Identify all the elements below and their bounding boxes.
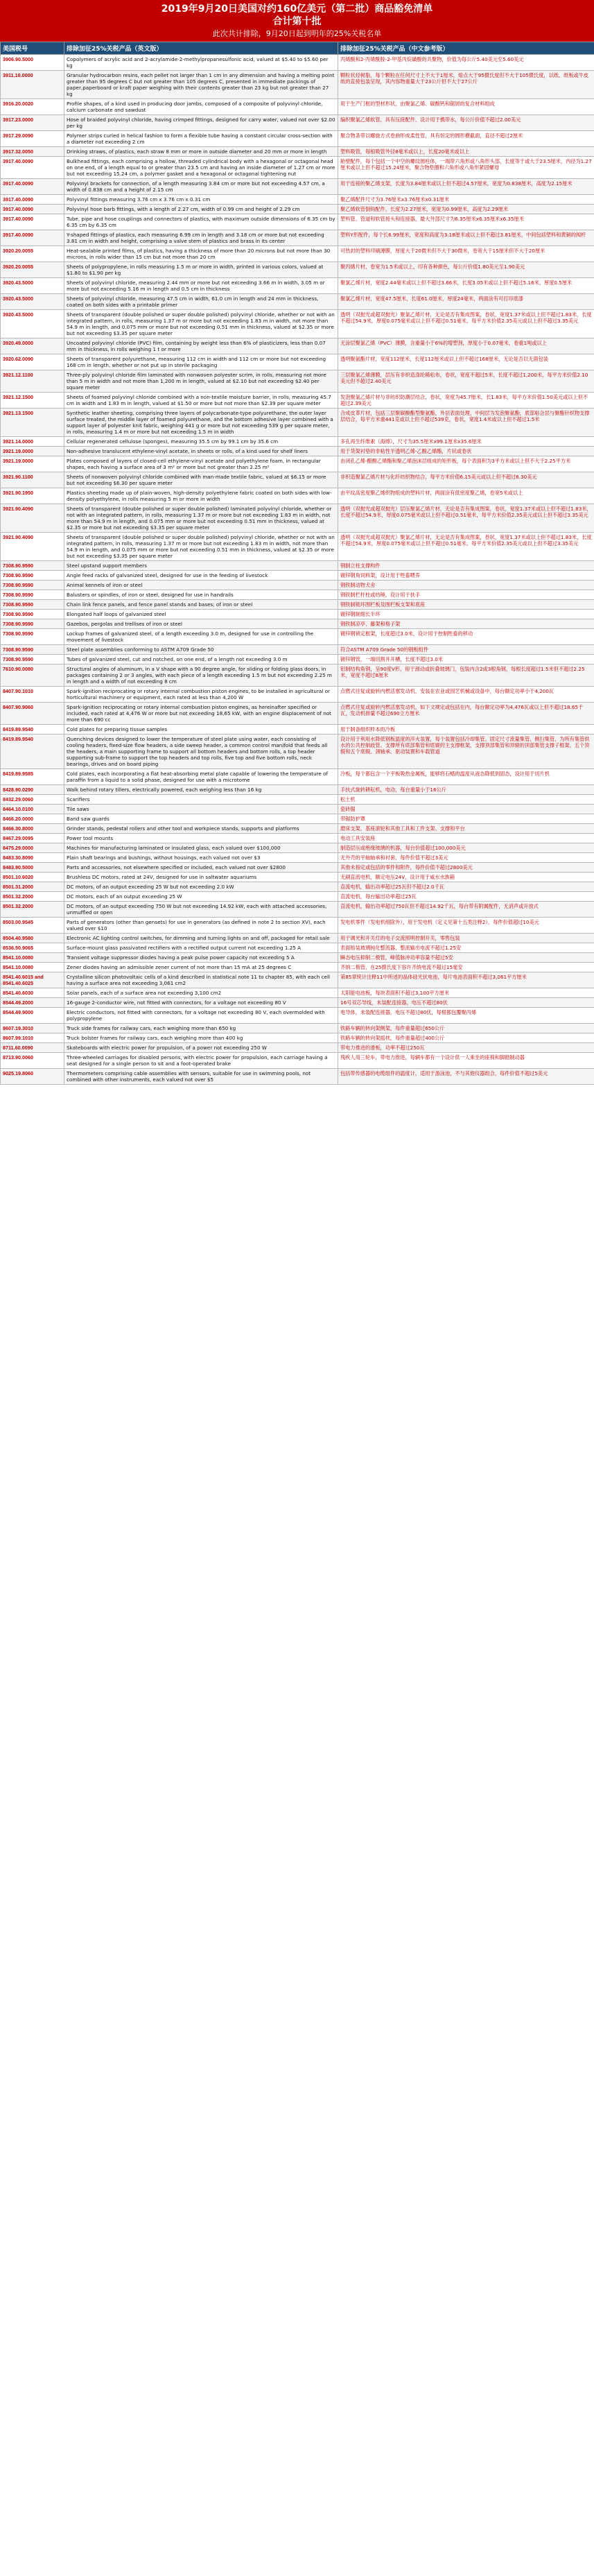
chinese-description-cell: 点燃式往复或旋转内燃活塞发动机，安装在农业或园艺机械或设备中，每台额定功率小于4,200瓦 [338, 687, 594, 703]
chinese-description-cell: 点燃式往复或旋转内燃活塞发动机，如下文规定或包括在内，每台额定功率为4,476瓦或以上但不超过18.65千瓦，发动机排量不超过690立方厘米 [338, 703, 594, 725]
hts-code-cell: 3921.19.0000 [1, 456, 64, 472]
chinese-description-cell: 铁路车辆的转向架摇枕，每件重量超过400公斤 [338, 1033, 594, 1043]
table-row [1, 1024, 594, 1033]
english-description-cell: Gazebos, pergolas and trellises of iron or steel [64, 619, 338, 629]
hts-code-cell: 8428.90.0290 [1, 785, 64, 795]
english-description-cell: Truck bolster frames for railway cars, each weighing more than 400 kg [64, 1033, 338, 1043]
hts-code-cell: 8483.90.5000 [1, 863, 64, 873]
chinese-description-cell: 舱壁配件，每个包括一个中空的螺纹圆柱体，一端带六角形或八角形头部，长度等于或大于23.5厘米，内径为1.27厘米或以上但不超过15.24厘米，聚合物垫圈和六角形或八角形紧固螺母 [338, 157, 594, 179]
table-row [1, 814, 594, 824]
english-description-cell: Machines for manufacturing laminated or insulated glass, each valued over $100,000 [64, 843, 338, 853]
hts-code-cell: 3917.32.0050 [1, 147, 64, 157]
table-row [1, 131, 594, 147]
chinese-description-cell: 颗粒状烃树脂，每个颗粒在任何尺寸上不大于1厘米，熔点大于95摄氏度但不大于105摄氏度，以纸、纸板或牛皮纸的直接包装呈现，其内容物重量大于23公斤但不大于27公斤 [338, 71, 594, 99]
table-row [1, 246, 594, 262]
table-row [1, 600, 594, 610]
table-row [1, 943, 594, 953]
english-description-cell: Parts and accessories, not elsewhere specified or included, each valued not over $2800 [64, 863, 338, 873]
hts-code-cell: 8501.32.2000 [1, 902, 64, 918]
english-description-cell: Spark-ignition reciprocating or rotary internal combustion piston engines, as hereinafter specified or included, each rated at 4,476 W or more but not exceeding 18,65 kW, with an engine displacement of not more than 690 cc [64, 703, 338, 725]
hts-code-cell: 3920.43.5000 [1, 278, 64, 294]
table-row [1, 71, 594, 99]
table-row [1, 581, 594, 590]
hts-code-cell: 8607.99.1010 [1, 1033, 64, 1043]
english-description-cell: DC motors, each of an output exceeding 25 W [64, 892, 338, 902]
chinese-description-cell: 表面贴装玻璃钝化整流器，整流输出电流不超过1.25安 [338, 943, 594, 953]
table-row [1, 805, 594, 814]
table-row [1, 629, 594, 645]
hts-code-cell: 7308.90.9590 [1, 600, 64, 610]
english-description-cell: Bulkhead fittings, each comprising a hollow, threaded cylindrical body with a hexagonal or octagonal head on one end, of a length equal to or greater than 23.5 cm and having an inside diameter of 1.27 cm or more but not exceeding 15.24 cm, a polymer gasket and a hexagonal or octagonal tightening nut [64, 157, 338, 179]
hts-code-cell: 3921.90.4090 [1, 533, 64, 561]
english-description-cell: Crystalline silicon photovoltaic cells of a kind described in statistical note 11 to chapter 85, with each cell having a surface area not exceeding 3,061 cm2 [64, 972, 338, 988]
chinese-description-cell: 冷板，每个都包含一个平板吸热金属板，能够将石蜡的温度从液态降低到固态，设计用于切片机 [338, 769, 594, 785]
hts-code-cell: 7308.90.9590 [1, 629, 64, 645]
english-description-cell: Sheets of polyvinyl chloride, measuring 2.44 mm or more but not exceeding 3.66 m in width, 3.05 m or more but not exceeding 5.16 m in length and 0.5 cm in thickness [64, 278, 338, 294]
chinese-description-cell: 16号双芯导线，未装配连接器，电压不超过80伏 [338, 998, 594, 1008]
hts-code-cell: 8407.90.1010 [1, 687, 64, 703]
english-description-cell: Polymer strips curled in helical fashion to form a flexible tube having a constant circular cross-section with a diameter not exceeding 2 cm [64, 131, 338, 147]
table-row [1, 664, 594, 687]
chinese-description-cell: 镀锌钢锁定框架，长度超过3.0米，设计用于控制牲畜的移动 [338, 629, 594, 645]
chinese-description-cell: 制造层压或绝缘玻璃的机器，每台价值超过100,000美元 [338, 843, 594, 853]
hts-code-cell: 3917.40.0090 [1, 205, 64, 214]
table-row [1, 1033, 594, 1043]
english-description-cell: Spark-ignition reciprocating or rotary internal combustion piston engines, to be installed in agricultural or horticultural machinery or equipment, each rated at less than 4,200 W [64, 687, 338, 703]
table-row [1, 619, 594, 629]
table-row [1, 785, 594, 795]
hts-code-cell: 3921.12.1500 [1, 393, 64, 409]
chinese-description-cell: 无外壳的平轴轴承和衬套，每件价值不超过3美元 [338, 853, 594, 863]
english-description-cell: Profile shapes, of a kind used in producing door jambs, composed of a composite of polyvinyl chloride, calcium carbonate and sawdust [64, 99, 338, 115]
document-title: 2019年9月20日美国对约160亿美元（第二批）商品豁免清单 [161, 3, 433, 15]
english-description-cell: Sheets of nonwoven polyvinyl chloride combined with man-made textile fabric, valued at $6.15 or more but not exceeding $6.30 per square meter [64, 472, 338, 488]
english-description-cell: Angle feed racks of galvanized steel, designed for use in the feeding of livestock [64, 571, 338, 581]
english-description-cell: Tile saws [64, 805, 338, 814]
table-body [1, 55, 594, 1085]
hts-code-cell: 8501.10.6020 [1, 873, 64, 882]
english-description-cell: Transient voltage suppressor diodes having a peak pulse power capacity not exceeding 5 A [64, 953, 338, 963]
english-description-cell: Skateboards with electric power for propulsion, of a power not exceeding 250 W [64, 1043, 338, 1053]
table-row [1, 115, 594, 131]
hts-code-cell: 3921.14.0000 [1, 437, 64, 447]
hts-code-cell: 8475.29.0000 [1, 843, 64, 853]
hts-code-cell: 3906.90.5000 [1, 55, 64, 71]
english-description-cell: Sheets of transparent polyurethane, measuring 112 cm in width and 112 cm or more but not exceeding 168 cm in length, whether or not put up in sterile packaging [64, 354, 338, 370]
chinese-description-cell: 设计用于利用水降低钢板温度的淬火装置，每个装置包括冷却集管、固定尺寸流量集管、侧扫集管、为所有集管供水的公共控制歧管、支撑所有底部集管和底辊的主支撑框架、支撑顶部集管和顶辊的顶部集管支撑子框架、五个顶辊和五个底辊、颈轴承、驱动装置和车载管道 [338, 735, 594, 769]
chinese-description-cell: 符合ASTM A709 Grade 50的钢板组件 [338, 645, 594, 655]
english-description-cell: Y-shaped fittings of plastics, each measuring 6.99 cm in length and 3.18 cm or more but not exceeding 3.81 cm in width and height, comprising a valve stem of plastics and brass in its center [64, 230, 338, 246]
table-row [1, 294, 594, 310]
chinese-description-cell: 由平纹高密度聚乙烯织物组成的塑料片材，两面涂有低密度聚乙烯，卷宽5米或以上 [338, 488, 594, 504]
table-row [1, 873, 594, 882]
hts-code-cell: 8541.40.6015 and 8541.40.6025 [1, 972, 64, 988]
table-row [1, 1043, 594, 1053]
english-description-cell: Surface-mount glass passivated rectifiers with a rectified output current not exceeding 1.25 A [64, 943, 338, 953]
hts-code-cell: 3921.12.1100 [1, 370, 64, 393]
column-header-chinese: 排除加征25%关税产品（中文参考版） [338, 42, 594, 55]
table-row [1, 963, 594, 972]
hts-code-cell: 3920.62.0090 [1, 354, 64, 370]
hts-code-cell: 8466.30.8000 [1, 824, 64, 834]
chinese-description-cell: 残疾人用三轮车，带电力推进，每辆车都有一个设计供一人乘坐的座椅和脚踏制动器 [338, 1053, 594, 1069]
table-row [1, 195, 594, 205]
table-row [1, 795, 594, 805]
hts-code-cell: 9025.19.8060 [1, 1069, 64, 1085]
chinese-description-cell: 用于生产门框的型材形状，由聚氯乙烯、碳酸钙和锯屑的复合材料组成 [338, 99, 594, 115]
chinese-description-cell: 发泡聚氯乙烯片材与非纺织防潮层结合，卷状，宽度为45.7厘米，长1.83米，每平方米价值1.50美元或以上但不超过2.39美元 [338, 393, 594, 409]
chinese-description-cell: 透明（双抛光或超双抛光）聚氯乙烯片材，无论是否有集成图案，卷状，宽度1.37米或以上但不超过1.83米，长度不超过54.9米，厚度0.075毫米或以上但不超过0.51毫米，每平方米价值2.35美元或以上但不超过3.35美元 [338, 310, 594, 338]
table-row [1, 99, 594, 115]
english-description-cell: Cold plates, each incorporating a flat heat-absorbing metal plate capable of lowering the temperature of paraffin from a liquid to a solid phase, designed for use with a microtome [64, 769, 338, 785]
english-description-cell: Uncoated polyvinyl chloride (PVC) film, containing by weight less than 6% of plasticizers, less than 0.07 mm in thickness, in rolls weighing 1 t or more [64, 338, 338, 354]
document-note: 此次共计排除，9月20日起到明年的25%关税名单 [212, 29, 382, 38]
table-row [1, 310, 594, 338]
table-row [1, 655, 594, 664]
table-row [1, 354, 594, 370]
english-description-cell: Three-wheeled carriages for disabled persons, with electric power for propulsion, each carriage having a seat designed for a single person to sit and a foot-operated brake [64, 1053, 338, 1069]
table-row [1, 703, 594, 725]
table-row [1, 863, 594, 873]
chinese-description-cell: 用于连接的聚乙烯支架，长度为3.84厘米或以上但不超过4.57厘米，宽度为0.838厘米，高度为2.15厘米 [338, 179, 594, 195]
chinese-description-cell: 镀锌钢角饲料架，设计用于牲畜喂养 [338, 571, 594, 581]
chinese-description-cell: 聚氯乙烯片材，宽度2.44毫米或以上但不超过3.66米，长度3.05米或以上但不超过5.16米，厚度0.5厘米 [338, 278, 594, 294]
english-description-cell: Copolymers of acrylic acid and 2-acrylamide-2-methylpropanesulfonic acid, valued at $5.40 to $5.60 per kg [64, 55, 338, 71]
chinese-description-cell: 包括带传感器的电缆组件的温度计，适用于游泳池，不与其他仪器组合，每件价值不超过5美元 [338, 1069, 594, 1085]
hts-code-cell: 8504.40.9580 [1, 934, 64, 943]
chinese-description-cell: 齐纳二极管，在25摄氏度下容许齐纳电流不超过15毫安 [338, 963, 594, 972]
hts-code-cell: 8541.10.0080 [1, 963, 64, 972]
hts-code-cell: 3920.49.0000 [1, 338, 64, 354]
title-band [0, 0, 594, 42]
chinese-description-cell: 塑料吸管，每根吸管外径8毫米或以上，长度20毫米或以上 [338, 147, 594, 157]
english-description-cell: Brushless DC motors, rated at 24V, designed for use in saltwater aquariums [64, 873, 338, 882]
table-row [1, 262, 594, 278]
english-description-cell: Heat-sealable printed films, of plastics, having a thickness of more than 20 microns but not more than 30 microns, in rolls wider than 15 cm but not more than 20 cm [64, 246, 338, 262]
hts-code-cell: 7308.90.9590 [1, 561, 64, 571]
english-description-cell: Quenching devices designed to lower the temperature of steel plate using water, each consisting of cooling headers, fixed-size flow headers, a side sweep header, a common control manifold that feeds all the headers, a main supporting frame to support all bottom headers and bottom rolls, a top header supporting sub-frame to support the top headers and top rolls, five top and five bottom rolls, neck bearings, drives and on board piping [64, 735, 338, 769]
hts-code-cell: 8536.50.9065 [1, 943, 64, 953]
table-row [1, 393, 594, 409]
chinese-description-cell: 非织造聚氯乙烯片材与化纤纺织物结合，每平方米价值6.15美元或以上但不超过6.30美元 [338, 472, 594, 488]
table-row [1, 998, 594, 1008]
hts-code-cell: 8503.00.9545 [1, 918, 64, 934]
hts-code-cell: 7308.90.9590 [1, 610, 64, 619]
table-row [1, 1053, 594, 1069]
hts-code-cell: 7308.90.9590 [1, 655, 64, 664]
hts-code-cell: 3921.13.1500 [1, 409, 64, 437]
english-description-cell: Parts of generators (other than gensets) for use in generators (as defined in note 2 to section XV), each valued over $10 [64, 918, 338, 934]
hts-code-cell: 3921.90.1950 [1, 488, 64, 504]
table-row [1, 488, 594, 504]
hts-code-cell: 8419.89.9585 [1, 769, 64, 785]
english-description-cell: Walk behind rotary tillers, electrically powered, each weighing less than 16 kg [64, 785, 338, 795]
hts-code-cell: 3917.40.0090 [1, 230, 64, 246]
chinese-description-cell: 发电机零件（发电机组除外），用于发电机（定义见第十五类注释2），每件价值超过10美元 [338, 918, 594, 934]
chinese-description-cell: 多孔再生纤维素（海绵），尺寸为35.5厘米x99.1厘米x35.6厘米 [338, 437, 594, 447]
hts-code-cell: 7308.90.9590 [1, 645, 64, 655]
table-row [1, 953, 594, 963]
hts-code-cell: 8464.10.0100 [1, 805, 64, 814]
english-description-cell: Zener diodes having an admissible zener current of not more than 15 mA at 25 degrees C [64, 963, 338, 972]
hts-code-cell: 3917.40.0090 [1, 179, 64, 195]
column-header-english: 排除加征25%关税产品（英文版） [64, 42, 338, 55]
english-description-cell: Grinder stands, pedestal rollers and other tool and workpiece stands, supports and platforms [64, 824, 338, 834]
column-header-hts: 美国税号 [1, 42, 64, 55]
english-description-cell: DC motors, of an output exceeding 25 W but not exceeding 2.0 kW [64, 882, 338, 892]
table-row [1, 918, 594, 934]
english-description-cell: Steel upstand support members [64, 561, 338, 571]
table-row [1, 824, 594, 834]
hts-code-cell: 3917.29.0090 [1, 131, 64, 147]
table-row [1, 157, 594, 179]
hts-code-cell: 7308.90.9590 [1, 619, 64, 629]
chinese-description-cell: 铁路车辆的转向架侧架，每件重量超过650公斤 [338, 1024, 594, 1033]
chinese-description-cell: 第85章统计注释11中所述的晶体硅光伏电池，每片电池表面积不超过3,061平方厘米 [338, 972, 594, 988]
english-description-cell: Sheets of foamed polyvinyl chloride combined with a non-textile moisture barrier, in rolls, measuring 45.7 cm in width and 1.83 m in length, valued at $1.50 or more but not more than $2.39 per square meter [64, 393, 338, 409]
table-row [1, 504, 594, 533]
chinese-description-cell: 塑料管、管道和软管接头和连接器，最大外部尺寸为6.35厘米x6.35厘米x6.35厘米 [338, 214, 594, 230]
hts-code-cell: 3917.40.0090 [1, 195, 64, 205]
hts-code-cell: 7308.90.9590 [1, 590, 64, 600]
hts-code-cell: 7308.90.9590 [1, 581, 64, 590]
table-row [1, 230, 594, 246]
table-row [1, 988, 594, 998]
table-row [1, 1069, 594, 1085]
hts-code-cell: 3921.90.4090 [1, 504, 64, 533]
table-row [1, 447, 594, 456]
english-description-cell: Electronic AC lighting control switches, for dimming and turning lights on and off, packaged for retail sale [64, 934, 338, 943]
hts-code-cell: 8419.89.9540 [1, 735, 64, 769]
chinese-description-cell: 塑料Y形配件，每个长6.99厘米，宽度和高度为3.18厘米或以上但不超过3.81厘米，中间包括塑料和黄铜的阀杆 [338, 230, 594, 246]
english-description-cell: Non-adhesive translucent ethylene-vinyl acetate, in sheets or rolls, of a kind used for shelf liners [64, 447, 338, 456]
hts-code-cell: 3911.10.0000 [1, 71, 64, 99]
chinese-description-cell: 聚丙烯片材，卷宽为1.5米或以上，印有各种颜色，每公斤价值1.80美元至1.90美元 [338, 262, 594, 278]
hts-code-cell: 8541.10.0080 [1, 953, 64, 963]
english-description-cell: Plates composed of layers of closed-cell ethylene-vinyl acetate and polyethylene foam, in rectangular shapes, each having a surface area of 3 m² or more but not greater than 2.25 m² [64, 456, 338, 472]
table-row [1, 179, 594, 195]
exclusion-table [0, 42, 594, 1085]
hts-code-cell: 8466.20.0000 [1, 814, 64, 824]
english-description-cell: Lockup frames of galvanized steel, of a length exceeding 3.0 m, designed for use in controlling the movement of livestock [64, 629, 338, 645]
table-row [1, 610, 594, 619]
hts-code-cell: 3920.43.5000 [1, 294, 64, 310]
english-description-cell: Granular hydrocarbon resins, each pellet not larger than 1 cm in any dimension and having a melting point greater than 95 degrees C but not greater than 105 degrees C, presented in immediate packings of paper,paperboard or kraft paper weighing with their contents greater than 23 kg but not greater than 27 kg [64, 71, 338, 99]
english-description-cell: Scarifiers [64, 795, 338, 805]
hts-code-cell: 8544.49.2000 [1, 998, 64, 1008]
hts-code-cell: 3921.90.1100 [1, 472, 64, 488]
hts-code-cell: 8713.90.0060 [1, 1053, 64, 1069]
hts-code-cell: 8483.30.8090 [1, 853, 64, 863]
english-description-cell: Truck side frames for railway cars, each weighing more than 650 kg [64, 1024, 338, 1033]
english-description-cell: Elongated half loops of galvanized steel [64, 610, 338, 619]
table-row [1, 533, 594, 561]
chinese-description-cell: 可热封的塑料印刷薄膜，厚度大于20微米但不大于30微米，卷宽大于15厘米但不大于20厘米 [338, 246, 594, 262]
english-description-cell: Power tool mounts [64, 834, 338, 843]
table-row [1, 834, 594, 843]
table-row [1, 892, 594, 902]
chinese-description-cell: 聚氯乙烯片材，宽度47.5厘米，长度61.0厘米，厚度24毫米，两面涂有可打印底漆 [338, 294, 594, 310]
table-row [1, 571, 594, 581]
english-description-cell: Synthetic leather sheeting, comprising three layers of polycarbonate-type polyurethane, the outer layer surface treated, the middle layer of foamed polyurethane, and the bottom adhesive layer combined with a support layer of polyester knit fabric, weighing 441 g or more but not exceeding 539 g per square meter, in rolls, measuring 1.4 m or more but not exceeding 1.5 m in width [64, 409, 338, 437]
chinese-description-cell: 丙烯酸和2-丙烯酰胺-2-甲基丙烷磺酸的共聚物，价值为每公斤5.40美元至5.60美元 [338, 55, 594, 71]
chinese-description-cell: 合成皮革片材，包括三层聚碳酸酯型聚氨酯，外层表面处理，中间层为发泡聚氨酯，底部粘合层与聚酯针织物支撑层结合，每平方米重441克或以上但不超过539克，卷状，宽度1.4米或以上但不超过1.5米 [338, 409, 594, 437]
chinese-description-cell: 编织聚氯乙烯软管，具有压接配件，设计用于携带水，每公斤价值不超过2.00美元 [338, 115, 594, 131]
hts-code-cell: 3921.19.0000 [1, 447, 64, 456]
english-description-cell: Sheets of polyvinyl chloride, measuring 47.5 cm in width, 61.0 cm in length and 24 mm in thickness, coated on both sides with a printable primer [64, 294, 338, 310]
hts-code-cell: 8432.29.0060 [1, 795, 64, 805]
table-row [1, 1008, 594, 1024]
english-description-cell: Polyvinyl fittings measuring 3.76 cm x 3.76 cm x 0.31 cm [64, 195, 338, 205]
chinese-description-cell: 钢铁制动物犬舍 [338, 581, 594, 590]
chinese-description-cell: 太阳能电池板，每块表面积不超过3,100平方厘米 [338, 988, 594, 998]
english-description-cell: DC motors, of an output exceeding 750 W but not exceeding 14.92 kW, each with attached accessories, unmuffled or open [64, 902, 338, 918]
english-description-cell: Plain shaft bearings and bushings, without housings, each valued not over $3 [64, 853, 338, 863]
chinese-description-cell: 瓷砖锯 [338, 805, 594, 814]
chinese-description-cell: 钢铁制链环围栏板及围栏板支架和底座 [338, 600, 594, 610]
english-description-cell: Balusters or spindles, of iron or steel, designed for use in handrails [64, 590, 338, 600]
table-row [1, 456, 594, 472]
chinese-description-cell: 镀锌钢管，一端切割并开槽，长度不超过3.0米 [338, 655, 594, 664]
table-row [1, 561, 594, 571]
table-header-row [1, 42, 594, 55]
hts-code-cell: 8541.40.6030 [1, 988, 64, 998]
chinese-description-cell: 磨床支架、基座滚轮和其他工具和工件支架、支撑和平台 [338, 824, 594, 834]
hts-code-cell: 7308.90.9590 [1, 571, 64, 581]
hts-code-cell: 8607.19.3010 [1, 1024, 64, 1033]
english-description-cell: Solar panels, each of a surface area not exceeding 3,100 cm2 [64, 988, 338, 998]
english-description-cell: Steel plate assemblies conforming to ASTM A709 Grade 50 [64, 645, 338, 655]
table-row [1, 902, 594, 918]
chinese-description-cell: 钢铁制凉亭、藤架和格子架 [338, 619, 594, 629]
chinese-description-cell: 透明（双抛光或超双抛光）层压聚氯乙烯片材，无论是否有集成图案，卷状，宽度1.37米或以上但不超过1.83米，长度不超过54.9米，厚度0.075毫米或以上但不超过0.51毫米，每平方米价值2.35美元或以上但不超过3.35美元 [338, 504, 594, 533]
english-description-cell: Three-ply polyvinyl chloride film laminated with nonwoven polyester scrim, in rolls, measuring not more than 5 m in width and not more than 1,200 m in length, valued at $2.10 but not exceeding $2.40 per square meter [64, 370, 338, 393]
chinese-description-cell: 其他未指定或包括的零件和附件，每件价值不超过2800美元 [338, 863, 594, 873]
chinese-description-cell: 手扶式旋转耕耘机，电动，每台重量小于16公斤 [338, 785, 594, 795]
chinese-description-cell: 聚合物条带以螺旋方式卷曲形成柔性管，具有恒定的圆形横截面，直径不超过2厘米 [338, 131, 594, 147]
table-row [1, 972, 594, 988]
hts-code-cell: 8501.31.2000 [1, 882, 64, 892]
chinese-description-cell: 透明聚氨酯片材，宽度112厘米，长度112厘米或以上但不超过168厘米，无论是否以无菌包装 [338, 354, 594, 370]
chinese-description-cell: 由闭孔乙烯-醋酸乙烯酯和聚乙烯泡沫层组成的矩形板，每个表面积为3平方米或以上但不大于2.25平方米 [338, 456, 594, 472]
table-row [1, 769, 594, 785]
table-row [1, 843, 594, 853]
chinese-description-cell: 铝制结构角钢，呈90度V形，用于滑动或折叠玻璃门，包装内含2或3根角钢，每根长度超过1.5米但不超过2.25米，宽度不超过8厘米 [338, 664, 594, 687]
english-description-cell: Cold plates for preparing tissue samples [64, 725, 338, 735]
english-description-cell: Tube, pipe and hose couplings and connectors of plastics, with maximum outside dimensions of 6.35 cm by 6.35 cm by 6.35 cm [64, 214, 338, 230]
english-description-cell: Chain link fence panels, and fence panel stands and bases; of iron or steel [64, 600, 338, 610]
chinese-description-cell: 用于制备组织样本的冷板 [338, 725, 594, 735]
table-row [1, 735, 594, 769]
table-row [1, 590, 594, 600]
chinese-description-cell: 直流电机，每台输出功率超过25瓦 [338, 892, 594, 902]
table-row [1, 645, 594, 655]
hts-code-cell: 3917.40.0090 [1, 157, 64, 179]
chinese-description-cell: 带锯防护罩 [338, 814, 594, 824]
hts-code-cell: 8711.60.0090 [1, 1043, 64, 1053]
chinese-description-cell: 电导体，未装配连接器，电压不超过80伏，每根都包覆聚丙烯 [338, 1008, 594, 1024]
hts-code-cell: 3917.40.0090 [1, 214, 64, 230]
chinese-description-cell: 聚乙烯配件尺寸为3.76厘米x3.76厘米x0.31厘米 [338, 195, 594, 205]
hts-code-cell: 3916.20.0020 [1, 99, 64, 115]
english-description-cell: Polyvinyl hose barb fittings, with a length of 2.27 cm, width of 0.99 cm and height of 2.29 cm [64, 205, 338, 214]
table-row [1, 934, 594, 943]
table-row [1, 205, 594, 214]
chinese-description-cell: 直流电机，输出功率超过25瓦但不超过2.0千瓦 [338, 882, 594, 892]
chinese-description-cell: 钢制立柱支撑构件 [338, 561, 594, 571]
hts-code-cell: 3920.20.0055 [1, 262, 64, 278]
english-description-cell: Sheets of transparent (double polished or super double polished) polyvinyl chloride, whether or not with an integrated pattern, in rolls, measuring 1.37 m or more but not exceeding 1.83 m in width, not more than 54.9 m in length, and 0.075 mm or more but not exceeding 0.51 mm in thickness, valued at $2.35 or more but not exceeding $3.35 per square meter [64, 310, 338, 338]
table-row [1, 55, 594, 71]
english-description-cell: Hose of braided polyvinyl chloride, having crimped fittings, designed for carry water, valued not over $2.00 per kg [64, 115, 338, 131]
chinese-description-cell: 无刷直流电机，额定电压24V，设计用于咸水水族箱 [338, 873, 594, 882]
document-subtitle: 合计第十批 [272, 16, 322, 27]
hts-code-cell: 8501.32.2000 [1, 892, 64, 902]
table-row [1, 687, 594, 703]
table-row [1, 278, 594, 294]
table-row [1, 214, 594, 230]
chinese-description-cell: 瞬态电压抑制二极管，峰值脉冲功率容量不超过5安 [338, 953, 594, 963]
chinese-description-cell: 三层聚氯乙烯薄膜，层压有非织造涤纶稀松布，卷状，宽度不超过5米，长度不超过1,200米，每平方米价值2.10美元但不超过2.40美元 [338, 370, 594, 393]
table-row [1, 338, 594, 354]
hts-code-cell: 8467.29.0095 [1, 834, 64, 843]
table-row [1, 853, 594, 863]
chinese-description-cell: 聚乙烯软管倒钩配件，长度为2.27厘米，宽度为0.99厘米，高度为2.29厘米 [338, 205, 594, 214]
hts-code-cell: 8407.90.9060 [1, 703, 64, 725]
english-description-cell: Structural angles of aluminum, in a V shape with a 90 degree angle, for sliding or folding glass doors, in packages containing 2 or 3 angles, with each piece of a length exceeding 1.5 m but not exceeding 2.25 m in length and a width of not exceeding 8 cm [64, 664, 338, 687]
english-description-cell: Electric conductors, not fitted with connectors, for a voltage not exceeding 80 V, each overmolded with polypropylene [64, 1008, 338, 1024]
english-description-cell: Cellular regenerated cellulose (sponges), measuring 35.5 cm by 99.1 cm by 35.6 cm [64, 437, 338, 447]
table-row [1, 370, 594, 393]
hts-code-cell: 3920.20.0055 [1, 246, 64, 262]
english-description-cell: Tubes of galvanized steel, cut and notched, on one end, of a length not exceeding 3.0 m [64, 655, 338, 664]
chinese-description-cell: 用于货架衬垫的非粘性半透明乙烯-乙酸乙烯酯，片状或卷状 [338, 447, 594, 456]
table-row [1, 882, 594, 892]
chinese-description-cell: 直流电机，输出功率超过750瓦但不超过14.92千瓦，每台带有附属配件，无消声或开放式 [338, 902, 594, 918]
english-description-cell: Thermometers comprising cable assemblies with sensors, suitable for use in swimming pools, not combined with other instruments, each valued not over $5 [64, 1069, 338, 1085]
chinese-description-cell: 用于调光和开关灯的电子交流照明控制开关，零售包装 [338, 934, 594, 943]
chinese-description-cell: 镀锌钢制细长半环 [338, 610, 594, 619]
english-description-cell: 16-gauge 2-conductor wire, not fitted with connectors, for a voltage not exceeding 80 V [64, 998, 338, 1008]
table-row [1, 147, 594, 157]
english-description-cell: Band saw guards [64, 814, 338, 824]
english-description-cell: Sheets of transparent (double polished or super double polished) laminated polyvinyl chloride, whether or not with an integrated pattern, in rolls, measuring 1.37 m or more but not exceeding 1.83 m in width, not more than 54.9 m in length, and 0.075 mm or more but not exceeding 0.51 mm in thickness, valued at $2.35 or more but not exceeding $3.35 per square meter [64, 504, 338, 533]
english-description-cell: Polyvinyl brackets for connection, of a length measuring 3.84 cm or more but not exceeding 4.57 cm, a width of 0.838 cm and a height of 2.15 cm [64, 179, 338, 195]
hts-code-cell: 3920.43.5000 [1, 310, 64, 338]
chinese-description-cell: 松土机 [338, 795, 594, 805]
chinese-description-cell: 透明（双抛光或超双抛光）聚氯乙烯片材，无论是否有集成图案，卷状，宽度1.37米或以上但不超过1.83米，长度不超过54.9米，厚度0.075毫米或以上但不超过0.51毫米，每平方米价值2.35美元或以上但不超过3.35美元 [338, 533, 594, 561]
english-description-cell: Drinking straws, of plastics, each straw 8 mm or more in outside diameter and 20 mm or more in length [64, 147, 338, 157]
english-description-cell: Plastics sheeting made up of plain-woven, high-density polyethylene fabric coated on both sides with low-density polyethylene, in rolls measuring 5 m or more in width [64, 488, 338, 504]
chinese-description-cell: 钢铁制栏杆柱或纺锤，设计用于扶手 [338, 590, 594, 600]
table-row [1, 409, 594, 437]
english-description-cell: Sheets of polypropylene, in rolls measuring 1.5 m or more in width, printed in various colors, valued at $1.80 to $1.90 per kg [64, 262, 338, 278]
chinese-description-cell: 带电力推进的滑板，功率不超过250瓦 [338, 1043, 594, 1053]
hts-code-cell: 7610.90.0080 [1, 664, 64, 687]
hts-code-cell: 3917.23.0000 [1, 115, 64, 131]
hts-code-cell: 8419.89.9540 [1, 725, 64, 735]
chinese-description-cell: 电动工具安装座 [338, 834, 594, 843]
table-row [1, 472, 594, 488]
table-row [1, 437, 594, 447]
english-description-cell: Sheets of transparent (double polished or super double polished) polyvinyl chloride, whether or not with an integrated pattern, in rolls, measuring 1.37 m or more but not exceeding 1.83 m in width, not more than 54.9 m in length, and 0.075 mm or more but not exceeding 0.51 mm in thickness, valued at $2.35 or more but not exceeding $3.35 per square meter [64, 533, 338, 561]
hts-code-cell: 8544.49.9000 [1, 1008, 64, 1024]
chinese-description-cell: 无涂层聚氯乙烯（PVC）薄膜，含重量小于6%的增塑剂，厚度小于0.07毫米，卷重1吨或以上 [338, 338, 594, 354]
english-description-cell: Animal kennels of iron or steel [64, 581, 338, 590]
table-row [1, 725, 594, 735]
